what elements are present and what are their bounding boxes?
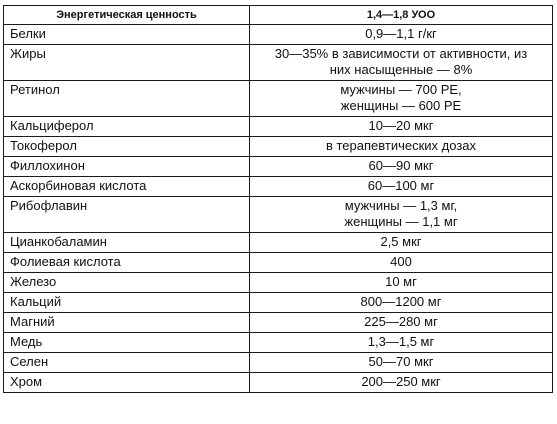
- nutrient-name: Аскорбиновая кислота: [4, 177, 250, 197]
- table-row: [4, 117, 553, 137]
- table-row: [4, 293, 553, 313]
- nutrient-name: Селен: [4, 353, 250, 373]
- table-row: [4, 81, 553, 117]
- nutrient-value: [250, 117, 553, 137]
- nutrient-name: Железо: [4, 273, 250, 293]
- nutrient-value-line: них насыщенные — 8%: [329, 62, 473, 77]
- nutrient-value-line: мужчины — 700 РЕ,: [340, 82, 462, 97]
- nutrient-value: [250, 233, 553, 253]
- nutrient-value: [250, 273, 553, 293]
- nutrient-value-line: 225—280 мг: [364, 314, 438, 329]
- nutrient-value: [250, 313, 553, 333]
- nutrient-value: [250, 137, 553, 157]
- nutrient-value-line: 2,5 мкг: [380, 234, 422, 249]
- nutrient-name: Хром: [4, 373, 250, 393]
- table-row: [4, 157, 553, 177]
- nutrient-value: [250, 45, 553, 81]
- table-header: [4, 6, 553, 25]
- table-row: [4, 137, 553, 157]
- nutrient-name: Магний: [4, 313, 250, 333]
- table-row: [4, 253, 553, 273]
- table-row: [4, 25, 553, 45]
- nutrient-name: Белки: [4, 25, 250, 45]
- nutrient-name: Цианкобаламин: [4, 233, 250, 253]
- nutrient-name: Кальциферол: [4, 117, 250, 137]
- nutrient-value-line: 60—90 мкг: [368, 158, 434, 173]
- table-row: [4, 45, 553, 81]
- nutrient-value: [250, 197, 553, 233]
- nutrient-value-line: 10 мг: [385, 274, 417, 289]
- nutrient-name: Филлохинон: [4, 157, 250, 177]
- nutrient-name: Медь: [4, 333, 250, 353]
- nutrient-value: [250, 81, 553, 117]
- nutrient-name: Рибофлавин: [4, 197, 250, 233]
- nutrient-value-line: 10—20 мкг: [368, 118, 434, 133]
- table-row: [4, 273, 553, 293]
- header-level: 1,4—1,8 УОО: [250, 6, 553, 25]
- table-row: [4, 197, 553, 233]
- table-row: [4, 177, 553, 197]
- nutrient-value: [250, 353, 553, 373]
- table-row: [4, 353, 553, 373]
- nutrient-value-line: 60—100 мг: [367, 178, 435, 193]
- nutrient-value-line: 400: [390, 254, 412, 269]
- header-row: [4, 6, 553, 25]
- nutrient-name: Кальций: [4, 293, 250, 313]
- nutrient-value: [250, 293, 553, 313]
- nutrient-value: [250, 177, 553, 197]
- nutrient-value: [250, 25, 553, 45]
- nutrient-value-line: 1,3—1,5 мг: [367, 334, 435, 349]
- nutrient-value: [250, 157, 553, 177]
- nutrient-value-line: женщины — 600 РЕ: [340, 98, 462, 113]
- nutrient-value: [250, 333, 553, 353]
- table-row: [4, 313, 553, 333]
- nutrition-norms-table: [3, 5, 553, 393]
- nutrient-value-line: 50—70 мкг: [368, 354, 434, 369]
- nutrient-name: Ретинол: [4, 81, 250, 117]
- table-row: [4, 373, 553, 393]
- nutrient-name: Токоферол: [4, 137, 250, 157]
- nutrient-name: Жиры: [4, 45, 250, 81]
- header-energy-value: Энергетическая ценность: [4, 6, 250, 25]
- nutrient-value-line: 200—250 мкг: [361, 374, 441, 389]
- table-row: [4, 333, 553, 353]
- table-row: [4, 233, 553, 253]
- nutrient-value-line: женщины — 1,1 мг: [344, 214, 458, 229]
- nutrient-value-line: 30—35% в зависимости от активности, из: [274, 46, 528, 61]
- nutrient-value-line: 0,9—1,1 г/кг: [365, 26, 437, 41]
- table-body: [4, 25, 553, 393]
- nutrient-name: Фолиевая кислота: [4, 253, 250, 273]
- nutrient-value-line: мужчины — 1,3 мг,: [344, 198, 458, 213]
- nutrient-value-line: в терапевтических дозах: [325, 138, 477, 153]
- nutrient-value: [250, 253, 553, 273]
- nutrient-value-line: 800—1200 мг: [360, 294, 442, 309]
- nutrient-value: [250, 373, 553, 393]
